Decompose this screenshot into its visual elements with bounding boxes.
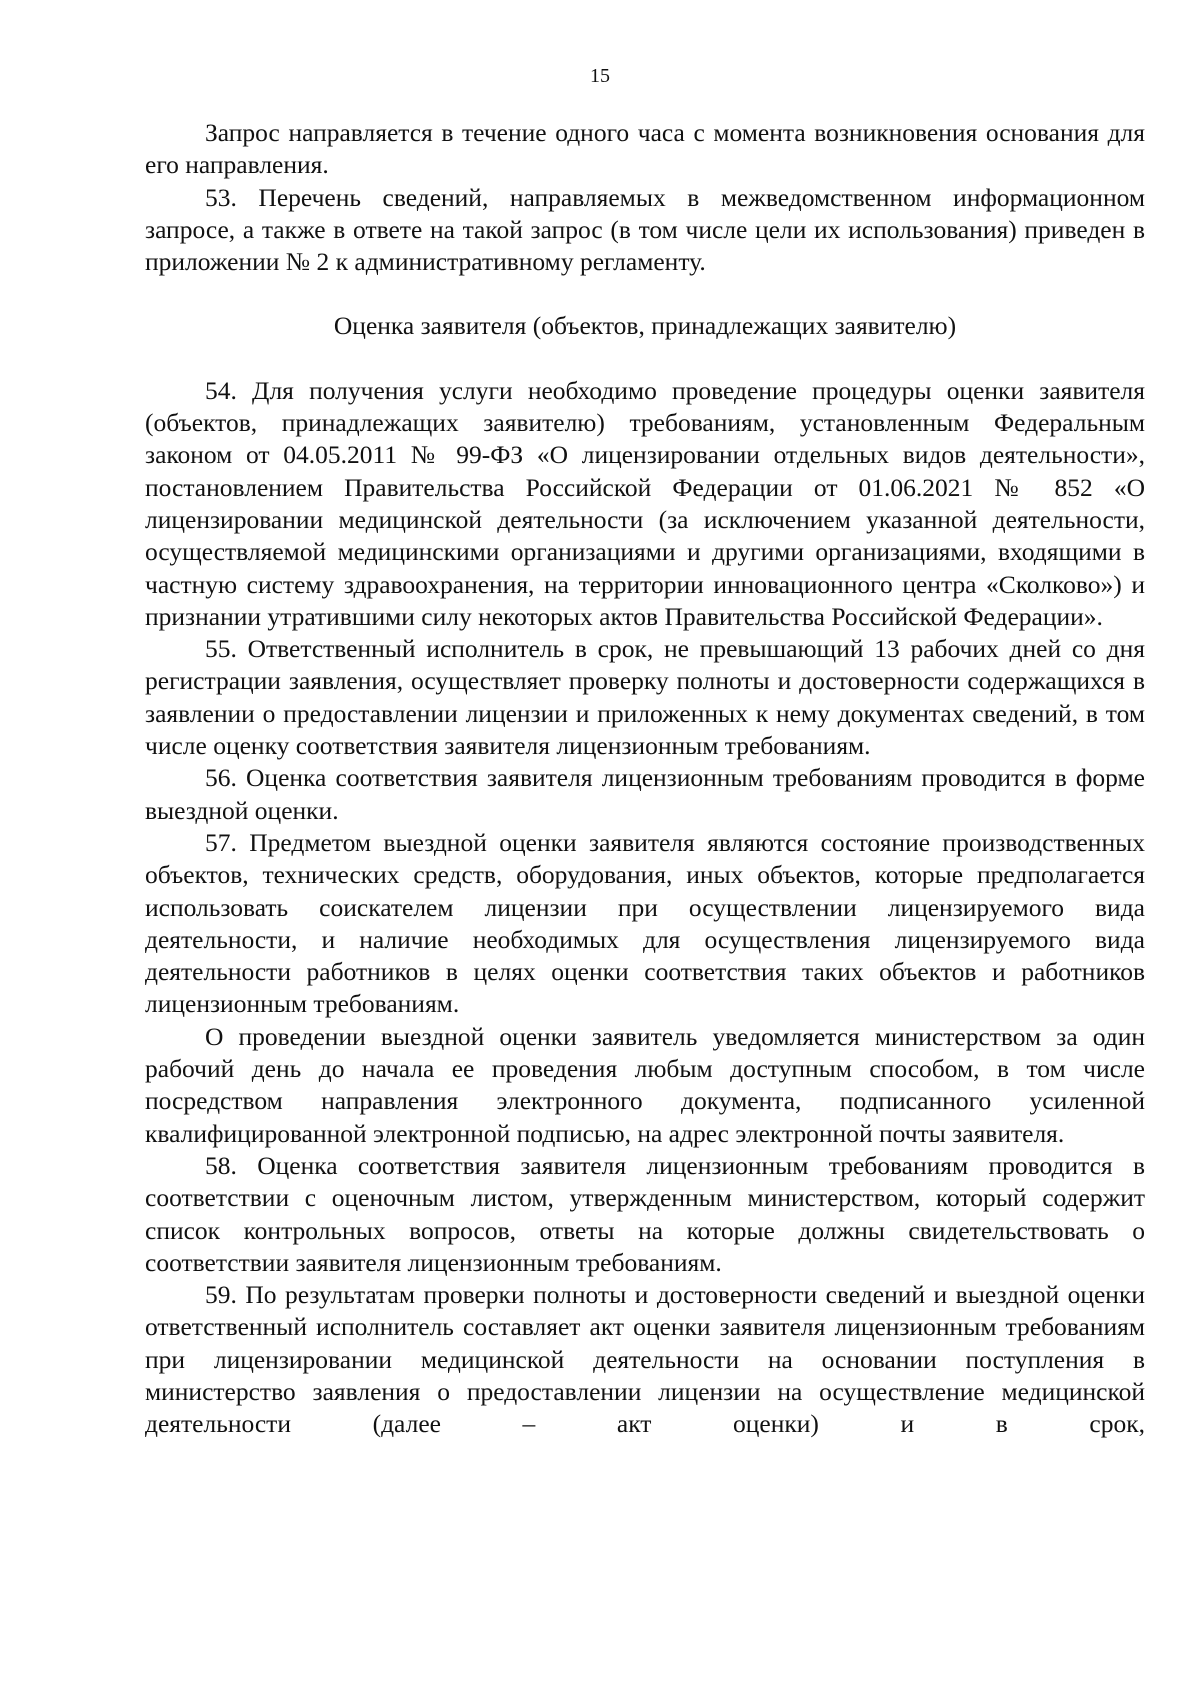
paragraph-54: 54. Для получения услуги необходимо проведение процедуры оценки заявителя (объектов, принадлежащих заявителю) требованиям, установленным Федеральным законом от 04.05.2011 № 99-ФЗ «О лицензировании отдельных видов деятельности», постановлением Правительства Российской Федерации от 01.06.2021 № 852 «О лицензировании медицинской деятельности (за исключением указанной деятельности, осуществляемой медицинскими организациями и другими организациями, входящими в частную систему здравоохранения, на территории инновационного центра «Сколково») и признании утратившими силу некоторых актов Правительства Российской Федерации».	[145, 375, 1145, 631]
paragraph-59: 59. По результатам проверки полноты и достоверности сведений и выездной оценки ответственный исполнитель составляет акт оценки заявителя лицензионным требованиям при лицензировании медицинской деятельности на основании поступления в министерство заявления о предоставлении лицензии на осуществление медицинской деятельности (далее – акт оценки) и в срок,	[145, 1280, 1145, 1439]
paragraph-55: 55. Ответственный исполнитель в срок, не превышающий 13 рабочих дней со дня регистрации заявления, осуществляет проверку полноты и достоверности содержащихся в заявлении о предоставлении лицензии и приложенных к нему документах сведений, в том числе оценку соответствия заявителя лицензионным требованиям.	[145, 634, 1145, 761]
document-body	[145, 117, 1145, 1441]
paragraph-notification: О проведении выездной оценки заявитель уведомляется министерством за один рабочий день до начала ее проведения любым доступным способом, в том числе посредством направления электронного документа, подписанного усиленной квалифицированной электронной подписью, на адрес электронной почты заявителя.	[145, 1021, 1145, 1148]
section-heading: Оценка заявителя (объектов, принадлежащих заявителю)	[333, 311, 957, 341]
paragraph-58: 58. Оценка соответствия заявителя лицензионным требованиям проводится в соответствии с оценочным листом, утвержденным министерством, который содержит список контрольных вопросов, ответы на которые должны свидетельствовать о соответствии заявителя лицензионным требованиям.	[145, 1150, 1145, 1277]
page-number: 15	[590, 65, 610, 87]
paragraph-57: 57. Предметом выездной оценки заявителя являются состояние производственных объектов, технических средств, оборудования, иных объектов, которые предполагается использовать соискателем лицензии при осуществлении лицензируемого вида деятельности, и наличие необходимых для осуществления лицензируемого вида деятельности работников в целях оценки соответствия таких объектов и работников лицензионным требованиям.	[145, 827, 1145, 1019]
paragraph-request-timing: Запрос направляется в течение одного часа с момента возникновения основания для его направления.	[145, 118, 1145, 180]
paragraph-56: 56. Оценка соответствия заявителя лицензионным требованиям проводится в форме выездной оценки.	[145, 763, 1145, 825]
paragraph-53: 53. Перечень сведений, направляемых в межведомственном информационном запросе, а также в ответе на такой запрос (в том числе цели их использования) приведен в приложении № 2 к административному регламенту.	[145, 182, 1145, 277]
